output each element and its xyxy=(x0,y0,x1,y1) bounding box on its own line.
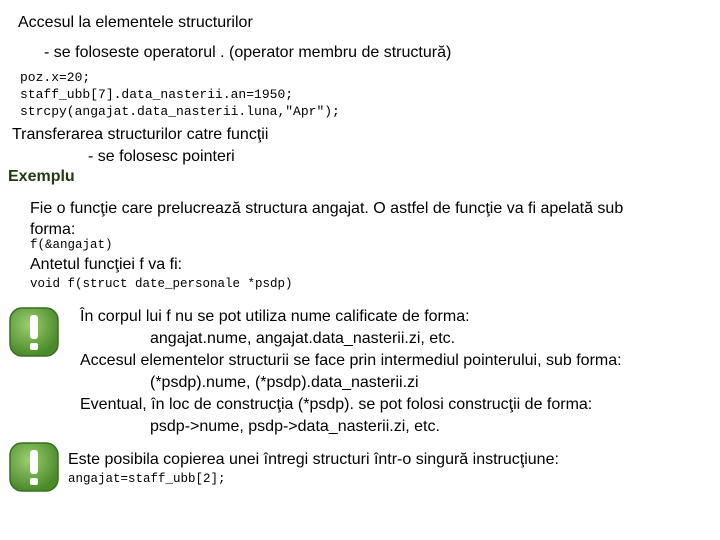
code-header: void f(struct date_personale *psdp) xyxy=(30,277,293,291)
transfer-title: Transferarea structurilor catre funcţii xyxy=(12,126,269,143)
example-heading: Exemplu xyxy=(8,168,75,185)
code-call: f(&angajat) xyxy=(30,238,113,252)
note-line: angajat.nume, angajat.data_nasterii.zi, etc. xyxy=(150,330,456,347)
section-title: Accesul la elementele structurilor xyxy=(18,14,253,31)
note-line: Accesul elementelor structurii se face prin intermediul pointerului, sub forma: xyxy=(80,352,622,369)
copy-note: Este posibila copierea unei întregi structuri într-o singură instrucţiune: xyxy=(68,451,559,468)
note-line: (*psdp).nume, (*psdp).data_nasterii.zi xyxy=(150,374,419,391)
code-line: staff_ubb[7].data_nasterii.an=1950; xyxy=(20,87,294,102)
code-line: strcpy(angajat.data_nasterii.luna,"Apr"); xyxy=(20,104,340,119)
note-line: psdp->nume, psdp->data_nasterii.zi, etc. xyxy=(150,418,440,435)
note-line: Eventual, în loc de construcţia (*psdp). se pot folosi construcţii de forma: xyxy=(80,396,593,413)
header-label: Antetul funcţiei f va fi: xyxy=(30,256,183,273)
code-access-block xyxy=(20,69,340,120)
code-copy: angajat=staff_ubb[2]; xyxy=(68,472,226,486)
example-paragraph xyxy=(30,198,623,240)
notes-block xyxy=(80,306,622,438)
exclamation-icon xyxy=(8,306,60,358)
section-subtitle: - se foloseste operatorul . (operator membru de structură) xyxy=(44,44,452,61)
note-line: În corpul lui f nu se pot utiliza nume calificate de forma: xyxy=(80,308,470,325)
exclamation-icon xyxy=(8,441,60,493)
paragraph-line: forma: xyxy=(30,221,76,238)
code-line: poz.x=20; xyxy=(20,70,91,85)
paragraph-line: Fie o funcţie care prelucrează structura angajat. O astfel de funcţie va fi apelată sub xyxy=(30,200,624,217)
transfer-subtitle: - se folosesc pointeri xyxy=(88,148,235,165)
